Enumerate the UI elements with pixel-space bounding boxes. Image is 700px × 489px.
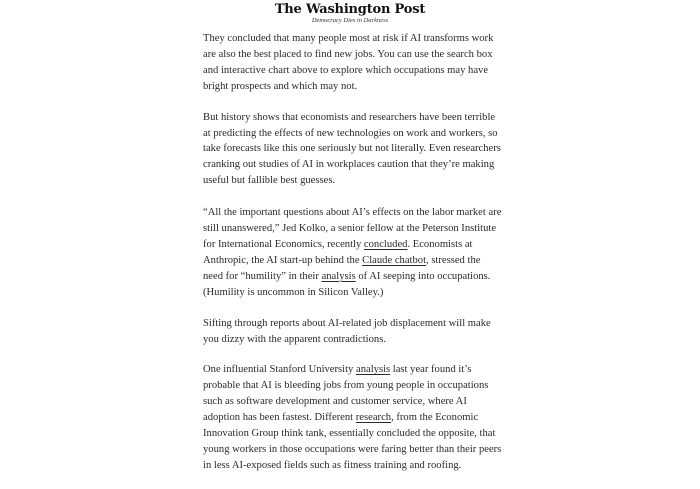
paragraph-1: They concluded that many people most at risk if AI transforms work are also the best placed to find new jobs. You can use the search box and interactive chart above to explore which occupations may have bright prospects and which may not. [203, 33, 494, 92]
site-logo[interactable]: The Washington Post [274, 2, 426, 17]
stanford-analysis-link[interactable]: analysis [356, 364, 391, 376]
paragraph-3-text-2: . Economists at Anthropic, the AI start-up behind the [203, 238, 473, 266]
paragraph-5-text-1: One influential Stanford University [203, 364, 356, 376]
paragraph-3 [203, 205, 503, 300]
paragraph-2: But history shows that economists and researchers have been terrible at predicting the effects of new technologies on work and workers, so take forecasts like this one seriously but not literally. Even researchers cranking out studies of AI in workplaces caution that they’re making useful but fallible best guesses. [203, 111, 501, 187]
paragraph-3-text-4: of AI seeping into occupations. (Humility is uncommon in Silicon Valley.) [203, 270, 491, 298]
paragraph-4: Sifting through reports about AI-related job displacement will make you dizzy with the apparent contradictions. [203, 317, 491, 345]
paragraph-5-text-2: last year found it’s probable that AI is bleeding jobs from young people in occupations such as software development and customer service, where AI adoption has been fastest. Different [203, 364, 489, 424]
concluded-link[interactable]: concluded [363, 238, 408, 250]
paragraph-3-text-1: “All the important questions about AI’s effects on the labor market are still unanswered,” Jed Kolko, a senior fellow at the Peterson Institute for International Economics, recently [203, 207, 502, 250]
article-body [203, 31, 503, 489]
masthead [0, 0, 700, 26]
anthropic-analysis-link[interactable]: analysis [321, 270, 356, 282]
paragraph-5-text-3: , from the Economic Innovation Group think tank, essentially concluded the opposite, that young workers in those occupations were faring better than their peers in less AI-exposed fields such as fitness training and roofing. [203, 412, 502, 471]
paragraph-5 [203, 362, 503, 473]
claude-chatbot-link[interactable]: Claude chatbot [362, 254, 427, 266]
research-link[interactable]: research [355, 412, 392, 424]
paragraph-3-text-3: , stressed the need for “humility” in their [203, 254, 481, 282]
site-tagline: Democracy Dies in Darkness [311, 17, 389, 24]
